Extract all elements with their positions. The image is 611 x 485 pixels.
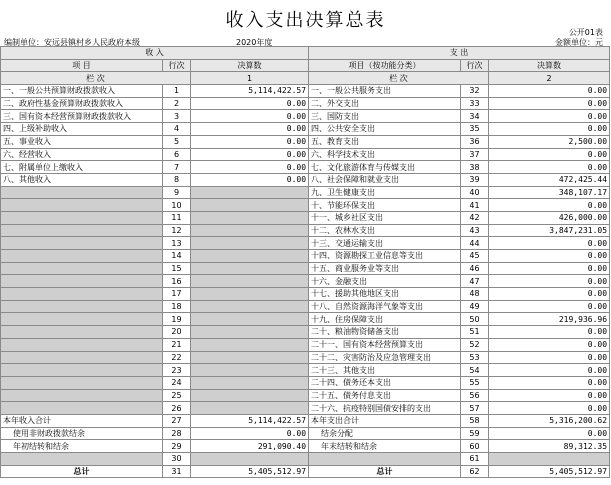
income-item-cell[interactable] <box>1 288 163 301</box>
expense-line-cell[interactable]: 60 <box>461 440 489 453</box>
expense-item-cell[interactable]: 八、社会保障和就业支出 <box>309 173 461 186</box>
table-row <box>1 135 610 148</box>
table-row <box>1 338 610 351</box>
income-item-cell[interactable] <box>1 326 163 339</box>
expense-amount-cell[interactable]: 0.00 <box>489 338 610 351</box>
table-row <box>1 97 610 110</box>
table-row <box>1 313 610 326</box>
income-seq-number: 1 <box>191 72 309 85</box>
income-line-cell[interactable]: 1 <box>163 85 191 98</box>
table-row <box>1 161 610 174</box>
expense-item-cell[interactable]: 总计 <box>309 465 461 478</box>
table-row <box>1 275 610 288</box>
expense-item-cell[interactable]: 二十六、抗疫特别国债安排的支出 <box>309 402 461 415</box>
income-line-cell[interactable]: 4 <box>163 123 191 136</box>
expense-line-cell[interactable]: 43 <box>461 224 489 237</box>
income-line-cell[interactable]: 23 <box>163 364 191 377</box>
table-row <box>1 123 610 136</box>
table-row <box>1 376 610 389</box>
income-amount-cell[interactable] <box>191 338 309 351</box>
income-amount-cell[interactable] <box>191 288 309 301</box>
income-line-cell[interactable]: 19 <box>163 313 191 326</box>
expense-item-cell[interactable]: 二十一、国有资本经营预算支出 <box>309 338 461 351</box>
expense-item-cell[interactable]: 一、一般公共服务支出 <box>309 85 461 98</box>
expense-line-header: 行次 <box>461 59 489 72</box>
income-item-cell[interactable] <box>1 250 163 263</box>
income-item-cell[interactable] <box>1 211 163 224</box>
summary-row <box>1 440 610 453</box>
expense-amount-cell[interactable]: 2,500.00 <box>489 135 610 148</box>
expense-item-cell[interactable]: 二十二、灾害防治及应急管理支出 <box>309 351 461 364</box>
expense-amount-cell[interactable]: 0.00 <box>489 300 610 313</box>
income-line-cell[interactable]: 24 <box>163 376 191 389</box>
expense-item-cell[interactable]: 十、节能环保支出 <box>309 199 461 212</box>
table-row <box>1 364 610 377</box>
income-amount-cell[interactable]: 0.00 <box>191 161 309 174</box>
expense-line-cell[interactable]: 38 <box>461 161 489 174</box>
expense-item-cell[interactable]: 二、外交支出 <box>309 97 461 110</box>
expense-item-cell[interactable]: 三、国防支出 <box>309 110 461 123</box>
expense-item-cell[interactable]: 二十三、其他支出 <box>309 364 461 377</box>
income-item-cell[interactable]: 本年收入合计 <box>1 414 163 427</box>
income-amount-cell[interactable] <box>191 275 309 288</box>
expense-line-cell[interactable]: 37 <box>461 148 489 161</box>
income-amount-cell[interactable] <box>191 224 309 237</box>
expense-section-header: 支 出 <box>309 47 610 60</box>
expense-line-cell[interactable]: 35 <box>461 123 489 136</box>
expense-amount-cell[interactable]: 89,312.35 <box>489 440 610 453</box>
expense-line-cell[interactable]: 57 <box>461 402 489 415</box>
income-amount-cell[interactable] <box>191 364 309 377</box>
income-item-cell[interactable] <box>1 300 163 313</box>
expense-amount-cell[interactable]: 0.00 <box>489 161 610 174</box>
income-amount-cell[interactable] <box>191 313 309 326</box>
expense-item-cell[interactable]: 二十四、债务还本支出 <box>309 376 461 389</box>
table-row <box>1 211 610 224</box>
income-amount-cell[interactable] <box>191 211 309 224</box>
expense-item-cell[interactable]: 十七、援助其他地区支出 <box>309 288 461 301</box>
expense-seq-number: 2 <box>489 72 610 85</box>
expense-item-cell[interactable] <box>309 453 461 466</box>
income-line-cell[interactable]: 31 <box>163 465 191 478</box>
expense-amount-cell[interactable]: 0.00 <box>489 262 610 275</box>
income-amount-header: 决算数 <box>191 59 309 72</box>
total-row <box>1 465 610 478</box>
expense-item-cell[interactable]: 十三、交通运输支出 <box>309 237 461 250</box>
income-item-cell[interactable]: 二、政府性基金预算财政拨款收入 <box>1 97 163 110</box>
income-amount-cell[interactable]: 5,114,422.57 <box>191 414 309 427</box>
expense-line-cell[interactable]: 47 <box>461 275 489 288</box>
expense-item-cell[interactable]: 五、教育支出 <box>309 135 461 148</box>
income-line-cell[interactable]: 20 <box>163 326 191 339</box>
table-row <box>1 288 610 301</box>
expense-line-cell[interactable]: 32 <box>461 85 489 98</box>
expense-item-cell[interactable]: 十五、商业服务业等支出 <box>309 262 461 275</box>
income-line-cell[interactable]: 29 <box>163 440 191 453</box>
income-item-cell[interactable] <box>1 186 163 199</box>
income-item-cell[interactable] <box>1 199 163 212</box>
income-item-cell[interactable] <box>1 224 163 237</box>
expense-line-cell[interactable]: 49 <box>461 300 489 313</box>
expense-item-cell[interactable]: 结余分配 <box>309 427 461 440</box>
income-line-cell[interactable]: 22 <box>163 351 191 364</box>
income-item-cell[interactable] <box>1 453 163 466</box>
expense-amount-cell[interactable]: 0.00 <box>489 288 610 301</box>
expense-line-cell[interactable]: 46 <box>461 262 489 275</box>
income-amount-cell[interactable]: 0.00 <box>191 173 309 186</box>
income-amount-cell[interactable]: 0.00 <box>191 123 309 136</box>
income-expense-table <box>0 46 610 478</box>
expense-item-cell[interactable]: 九、卫生健康支出 <box>309 186 461 199</box>
summary-row <box>1 453 610 466</box>
table-row <box>1 326 610 339</box>
income-amount-cell[interactable]: 0.00 <box>191 427 309 440</box>
income-item-cell[interactable] <box>1 237 163 250</box>
income-line-cell[interactable]: 16 <box>163 275 191 288</box>
income-item-cell[interactable]: 七、附属单位上缴收入 <box>1 161 163 174</box>
expense-amount-cell[interactable]: 0.00 <box>489 123 610 136</box>
table-row <box>1 351 610 364</box>
expense-line-cell[interactable]: 50 <box>461 313 489 326</box>
expense-amount-cell[interactable] <box>489 453 610 466</box>
expense-item-cell[interactable]: 十二、农林水支出 <box>309 224 461 237</box>
income-amount-cell[interactable] <box>191 376 309 389</box>
table-row <box>1 85 610 98</box>
income-line-cell[interactable]: 9 <box>163 186 191 199</box>
table-row <box>1 148 610 161</box>
currency-unit: 金额单位：元 <box>555 38 603 47</box>
income-amount-cell[interactable] <box>191 237 309 250</box>
table-row <box>1 389 610 402</box>
expense-amount-cell[interactable]: 0.00 <box>489 351 610 364</box>
expense-item-cell[interactable]: 十六、金融支出 <box>309 275 461 288</box>
income-line-cell[interactable]: 10 <box>163 199 191 212</box>
income-line-cell[interactable]: 18 <box>163 300 191 313</box>
table-row <box>1 262 610 275</box>
income-line-cell[interactable]: 12 <box>163 224 191 237</box>
expense-item-cell[interactable]: 十八、自然资源海洋气象等支出 <box>309 300 461 313</box>
expense-amount-cell[interactable]: 0.00 <box>489 389 610 402</box>
expense-item-cell[interactable]: 十一、城乡社区支出 <box>309 211 461 224</box>
expense-item-cell[interactable]: 十四、资源勘探工业信息等支出 <box>309 250 461 263</box>
income-line-cell[interactable]: 14 <box>163 250 191 263</box>
income-line-cell[interactable]: 2 <box>163 97 191 110</box>
income-line-cell[interactable]: 21 <box>163 338 191 351</box>
expense-line-cell[interactable]: 58 <box>461 414 489 427</box>
income-amount-cell[interactable] <box>191 326 309 339</box>
expense-line-cell[interactable]: 59 <box>461 427 489 440</box>
expense-item-cell[interactable]: 二十五、债务付息支出 <box>309 389 461 402</box>
income-amount-cell[interactable] <box>191 262 309 275</box>
expense-amount-cell[interactable]: 0.00 <box>489 199 610 212</box>
income-amount-cell[interactable] <box>191 186 309 199</box>
expense-item-cell[interactable]: 本年支出合计 <box>309 414 461 427</box>
income-item-cell[interactable]: 一、一般公共预算财政拨款收入 <box>1 85 163 98</box>
income-amount-cell[interactable] <box>191 250 309 263</box>
table-row <box>1 250 610 263</box>
income-section-header: 收 入 <box>1 47 309 60</box>
income-item-cell[interactable] <box>1 376 163 389</box>
expense-amount-cell[interactable]: 0.00 <box>489 110 610 123</box>
expense-seq-label: 栏 次 <box>309 72 489 85</box>
report-title: 收入支出决算总表 <box>225 10 386 31</box>
income-line-cell[interactable]: 26 <box>163 402 191 415</box>
form-code: 公开01表 <box>568 28 603 37</box>
income-line-cell[interactable]: 30 <box>163 453 191 466</box>
expense-line-cell[interactable]: 41 <box>461 199 489 212</box>
income-item-cell[interactable]: 四、上级补助收入 <box>1 123 163 136</box>
expense-amount-cell[interactable]: 3,847,231.05 <box>489 224 610 237</box>
expense-line-cell[interactable]: 51 <box>461 326 489 339</box>
income-item-cell[interactable] <box>1 389 163 402</box>
expense-amount-cell[interactable]: 0.00 <box>489 364 610 377</box>
income-item-cell[interactable] <box>1 338 163 351</box>
income-item-cell[interactable]: 年初结转和结余 <box>1 440 163 453</box>
expense-item-cell[interactable]: 六、科学技术支出 <box>309 148 461 161</box>
income-seq-label: 栏 次 <box>1 72 191 85</box>
income-amount-cell[interactable]: 0.00 <box>191 148 309 161</box>
table-row <box>1 110 610 123</box>
income-amount-cell[interactable] <box>191 199 309 212</box>
expense-line-cell[interactable]: 39 <box>461 173 489 186</box>
expense-item-cell[interactable]: 七、文化旅游体育与传媒支出 <box>309 161 461 174</box>
expense-line-cell[interactable]: 34 <box>461 110 489 123</box>
income-amount-cell[interactable]: 0.00 <box>191 110 309 123</box>
income-amount-cell[interactable]: 0.00 <box>191 97 309 110</box>
expense-item-cell[interactable]: 十九、住房保障支出 <box>309 313 461 326</box>
table-row <box>1 199 610 212</box>
income-item-cell[interactable] <box>1 275 163 288</box>
expense-item-header: 项目（按功能分类） <box>309 59 461 72</box>
income-amount-cell[interactable] <box>191 402 309 415</box>
expense-amount-cell[interactable]: 5,405,512.97 <box>489 465 610 478</box>
expense-amount-cell[interactable]: 0.00 <box>489 250 610 263</box>
table-row <box>1 237 610 250</box>
expense-amount-cell[interactable]: 0.00 <box>489 402 610 415</box>
expense-amount-cell[interactable]: 426,000.00 <box>489 211 610 224</box>
income-line-cell[interactable]: 13 <box>163 237 191 250</box>
income-item-cell[interactable] <box>1 351 163 364</box>
income-line-cell[interactable]: 25 <box>163 389 191 402</box>
income-amount-cell[interactable] <box>191 351 309 364</box>
income-line-cell[interactable]: 5 <box>163 135 191 148</box>
income-item-cell[interactable]: 六、经营收入 <box>1 148 163 161</box>
expense-amount-cell[interactable]: 0.00 <box>489 85 610 98</box>
expense-amount-cell[interactable]: 0.00 <box>489 237 610 250</box>
expense-line-cell[interactable]: 48 <box>461 288 489 301</box>
expense-line-cell[interactable]: 33 <box>461 97 489 110</box>
column-sequence-row <box>1 72 610 85</box>
income-line-cell[interactable]: 8 <box>163 173 191 186</box>
expense-amount-cell[interactable]: 0.00 <box>489 427 610 440</box>
income-item-cell[interactable]: 使用非财政拨款结余 <box>1 427 163 440</box>
expense-item-cell[interactable]: 二十、粮油物资储备支出 <box>309 326 461 339</box>
income-line-cell[interactable]: 11 <box>163 211 191 224</box>
expense-amount-cell[interactable]: 219,936.96 <box>489 313 610 326</box>
income-line-header: 行次 <box>163 59 191 72</box>
expense-item-cell[interactable]: 四、公共安全支出 <box>309 123 461 136</box>
income-line-cell[interactable]: 17 <box>163 288 191 301</box>
table-row <box>1 224 610 237</box>
column-header-row <box>1 59 610 72</box>
income-amount-cell[interactable]: 0.00 <box>191 135 309 148</box>
section-header-row <box>1 47 610 60</box>
income-amount-cell[interactable]: 5,114,422.57 <box>191 85 309 98</box>
expense-amount-header: 决算数 <box>489 59 610 72</box>
expense-amount-cell[interactable]: 0.00 <box>489 376 610 389</box>
expense-line-cell[interactable]: 55 <box>461 376 489 389</box>
table-row <box>1 173 610 186</box>
expense-line-cell[interactable]: 40 <box>461 186 489 199</box>
summary-row <box>1 427 610 440</box>
expense-line-cell[interactable]: 36 <box>461 135 489 148</box>
income-item-cell[interactable]: 五、事业收入 <box>1 135 163 148</box>
income-item-header: 项 目 <box>1 59 163 72</box>
expense-line-cell[interactable]: 42 <box>461 211 489 224</box>
expense-line-cell[interactable]: 56 <box>461 389 489 402</box>
table-row <box>1 402 610 415</box>
expense-amount-cell[interactable]: 0.00 <box>489 97 610 110</box>
expense-line-cell[interactable]: 53 <box>461 351 489 364</box>
income-item-cell[interactable]: 八、其他收入 <box>1 173 163 186</box>
income-line-cell[interactable]: 15 <box>163 262 191 275</box>
income-amount-cell[interactable]: 291,090.40 <box>191 440 309 453</box>
table-row <box>1 300 610 313</box>
fiscal-year: 2020年度 <box>236 38 273 47</box>
expense-line-cell[interactable]: 44 <box>461 237 489 250</box>
expense-line-cell[interactable]: 52 <box>461 338 489 351</box>
income-item-cell[interactable] <box>1 262 163 275</box>
expense-amount-cell[interactable]: 472,425.44 <box>489 173 610 186</box>
income-amount-cell[interactable] <box>191 389 309 402</box>
expense-line-cell[interactable]: 45 <box>461 250 489 263</box>
income-item-cell[interactable] <box>1 402 163 415</box>
expense-line-cell[interactable]: 62 <box>461 465 489 478</box>
income-item-cell[interactable] <box>1 313 163 326</box>
expense-amount-cell[interactable]: 348,107.17 <box>489 186 610 199</box>
income-item-cell[interactable]: 总计 <box>1 465 163 478</box>
compiling-unit: 编制单位：安远县镇村乡人民政府本级 <box>4 38 140 47</box>
summary-row <box>1 414 610 427</box>
income-item-cell[interactable] <box>1 364 163 377</box>
expense-line-cell[interactable]: 54 <box>461 364 489 377</box>
expense-amount-cell[interactable]: 0.00 <box>489 148 610 161</box>
expense-amount-cell[interactable]: 5,316,200.62 <box>489 414 610 427</box>
income-line-cell[interactable]: 27 <box>163 414 191 427</box>
income-line-cell[interactable]: 6 <box>163 148 191 161</box>
income-amount-cell[interactable] <box>191 300 309 313</box>
income-line-cell[interactable]: 3 <box>163 110 191 123</box>
income-amount-cell[interactable]: 5,405,512.97 <box>191 465 309 478</box>
expense-item-cell[interactable]: 年末结转和结余 <box>309 440 461 453</box>
income-item-cell[interactable]: 三、国有资本经营预算财政拨款收入 <box>1 110 163 123</box>
income-amount-cell[interactable] <box>191 453 309 466</box>
table-row <box>1 186 610 199</box>
expense-amount-cell[interactable]: 0.00 <box>489 326 610 339</box>
expense-line-cell[interactable]: 61 <box>461 453 489 466</box>
income-line-cell[interactable]: 28 <box>163 427 191 440</box>
expense-amount-cell[interactable]: 0.00 <box>489 275 610 288</box>
income-line-cell[interactable]: 7 <box>163 161 191 174</box>
